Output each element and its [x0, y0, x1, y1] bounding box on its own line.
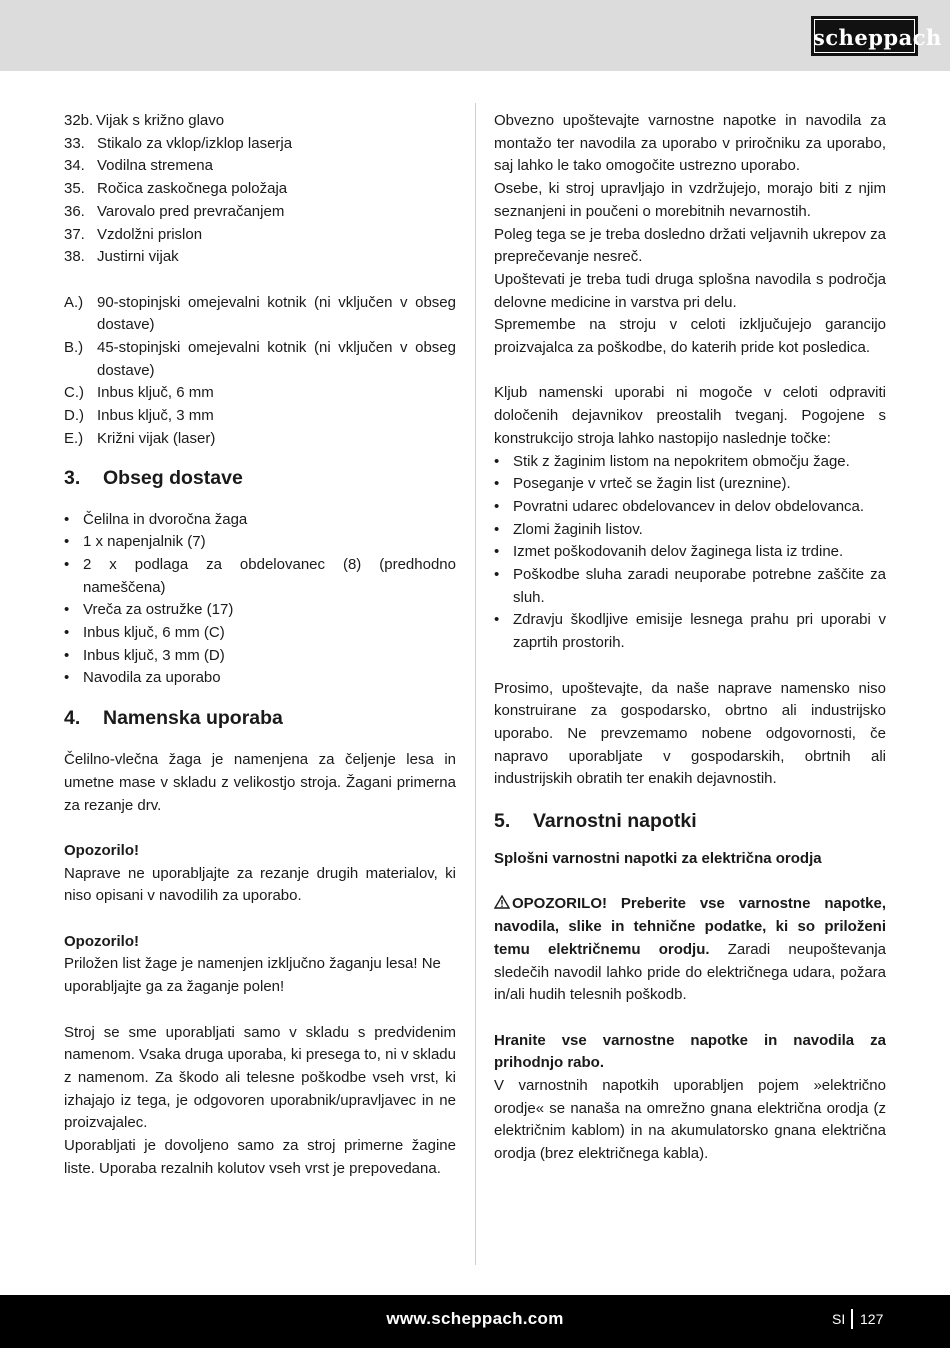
item-text: Križni vijak (laser): [97, 429, 216, 447]
item-text: 2 x podlaga za obdelovanec (8) (predhodno nameščena): [83, 555, 456, 596]
bullet-icon: •: [64, 624, 70, 642]
page-number: 127: [860, 1311, 884, 1327]
item-letter: D.): [64, 407, 84, 425]
warning-text: Priložen list žage je namenjen izključno žaganju lesa! Ne uporabljajte ga za žaganje polen!: [64, 955, 441, 996]
item-number: 36.: [64, 202, 85, 220]
list-item: [64, 599, 456, 622]
footer-bar: [0, 1295, 950, 1348]
item-text: Inbus ključ, 3 mm: [97, 407, 214, 425]
bullet-icon: •: [64, 510, 70, 528]
list-item: [64, 531, 456, 554]
item-text: Inbus ključ, 6 mm (C): [83, 624, 225, 642]
bullet-icon: •: [494, 520, 500, 538]
item-letter: B.): [64, 339, 84, 357]
usage-paragraph: Stroj se sme uporabljati samo v skladu s predvidenim namenom. Vsaka druga uporaba, ki presega to, ni v skladu z namenom. Za škodo ali telesne poškodbe vseh vrst, ki izhajajo iz tega, je odgovoren uporabnik/upravljavec in ne proizvajalec.: [64, 1023, 456, 1132]
paragraph: Spremembe na stroju v celoti izključujejo garancijo proizvajalca za poškodbe, do katerih pride kot posledica.: [494, 316, 886, 357]
header-band: [0, 0, 950, 71]
item-text: Inbus ključ, 6 mm: [97, 384, 214, 402]
bullet-icon: •: [64, 601, 70, 619]
list-item: [64, 133, 456, 156]
list-item: [494, 564, 886, 609]
section-heading-5: [494, 808, 886, 834]
delivery-scope-list: [64, 509, 456, 691]
accessory-list: [64, 292, 456, 451]
list-item: [494, 473, 886, 496]
warning-triangle-icon: [494, 895, 510, 909]
bullet-icon: •: [494, 497, 500, 515]
section-number: 3.: [64, 466, 81, 489]
item-text: Vijak s križno glavo: [96, 112, 225, 129]
item-number: 33.: [64, 134, 85, 152]
item-text: Vzdolžni prislon: [97, 225, 203, 243]
list-item: [64, 224, 456, 247]
item-letter: A.): [64, 293, 84, 311]
list-item: [64, 246, 456, 269]
keep-instructions-title: Hranite vse varnostne napotke in navodila za prihodnjo rabo.: [494, 1031, 886, 1072]
item-text: 1 x napenjalnik (7): [83, 533, 206, 551]
section-heading-4: [64, 705, 456, 731]
bullet-icon: •: [494, 475, 500, 493]
item-text: Poseganje v vrteč se žagin list (ureznine).: [513, 475, 791, 493]
item-number: 37.: [64, 225, 85, 243]
bullet-icon: •: [494, 543, 500, 561]
list-item: [64, 509, 456, 532]
section-title: Namenska uporaba: [103, 707, 283, 730]
list-item: [494, 496, 886, 519]
paragraph: Obvezno upoštevajte varnostne napotke in navodila za montažo ter navodila za uporabo v priročniku za uporabo, saj lahko le tako omogočite ustrezno uporabo.: [494, 112, 886, 175]
subsection-title: Splošni varnostni napotki za električna orodja: [494, 850, 822, 868]
parts-list: [64, 110, 456, 269]
warning-text: Naprave ne uporabljajte za rezanje drugih materialov, ki niso opisani v navodilih za uporabo.: [64, 864, 456, 905]
item-text: Stikalo za vklop/izklop laserja: [97, 134, 293, 152]
residual-risk-list: [494, 451, 886, 655]
bullet-icon: •: [64, 669, 70, 687]
bullet-icon: •: [64, 533, 70, 551]
list-item: [64, 201, 456, 224]
item-text: Ročica zaskočnega položaja: [97, 180, 288, 198]
bullet-icon: •: [494, 566, 500, 584]
item-text: Vreča za ostružke (17): [83, 601, 234, 619]
warning-title: Opozorilo!: [64, 841, 139, 859]
item-text: Poškodbe sluha zaradi neuporabe potrebne zaščite za sluh.: [513, 566, 886, 606]
list-item: [64, 155, 456, 178]
item-text: Navodila za uporabo: [83, 669, 221, 687]
warning-title: Opozorilo!: [64, 932, 139, 950]
item-number: 38.: [64, 248, 85, 266]
footer-separator: [851, 1309, 853, 1329]
item-text: 45-stopinjski omejevalni kotnik (ni vključen v obseg dostave): [97, 339, 456, 379]
warning-paragraph: [494, 893, 886, 1007]
paragraph: Upoštevati je treba tudi druga splošna navodila s področja delovne medicine in varstva pri delu.: [494, 270, 886, 311]
list-item: [64, 110, 456, 133]
item-text: Povratni udarec obdelovancev in delov obdelovanca.: [513, 497, 865, 515]
section-title: Varnostni napotki: [533, 810, 697, 833]
paragraph: Poleg tega se je treba dosledno držati veljavnih ukrepov za preprečevanje nesreč.: [494, 225, 886, 266]
list-item: [494, 609, 886, 654]
bullet-icon: •: [494, 452, 500, 470]
list-item: [64, 405, 456, 428]
list-item: [494, 519, 886, 542]
list-item: [64, 667, 456, 690]
bullet-icon: •: [64, 646, 70, 664]
warning-rest-text: Zaradi neupoštevanja sledečih navodil lahko pride do električnega udara, požara in/ali hudih telesnih poškodb.: [494, 940, 886, 1004]
item-text: 90-stopinjski omejevalni kotnik (ni vključen v obseg dostave): [97, 293, 456, 334]
bullet-icon: •: [64, 555, 70, 573]
paragraph: Kljub namenski uporabi ni mogoče v celoti odpraviti določenih dejavnikov preostalih tveganj. Pogojene s konstrukcijo stroja lahko nastopijo naslednje točke:: [494, 384, 886, 447]
list-item: [64, 428, 456, 451]
usage-paragraph: Uporabljati je dovoljeno samo za stroj primerne žagine liste. Uporaba rezalnih kolutov vseh vrst je prepovedana.: [64, 1137, 456, 1177]
section-title: Obseg dostave: [103, 466, 243, 489]
item-text: Čelilna in dvoročna žaga: [83, 510, 248, 528]
section-heading-3: [64, 465, 456, 491]
item-text: Zlomi žaginih listov.: [513, 520, 643, 538]
list-item: [64, 382, 456, 405]
list-item: [64, 645, 456, 668]
item-text: Vodilna stremena: [97, 157, 213, 175]
bullet-icon: •: [494, 611, 500, 629]
intended-use-paragraph: Čelilno-vlečna žaga je namenjena za čeljenje lesa in umetne mase v skladu z velikostjo stroja. Žagani primerna za rezanje drv.: [64, 751, 456, 814]
item-number: 34.: [64, 157, 85, 175]
paragraph: Prosimo, upoštevajte, da naše naprave namensko niso konstruirane za gospodarsko, obrtno ali industrijsko uporabo. Ne prevzemamo nobene odgovornosti, če napravo uporabljate v gospodarskih, obrtnih ali industrijskih obratih ter enakih dejavnostih.: [494, 679, 886, 788]
website-link[interactable]: www.scheppach.com: [386, 1309, 564, 1328]
section-number: 4.: [64, 707, 81, 730]
item-letter: E.): [64, 429, 84, 447]
list-item: [494, 451, 886, 474]
warning-bold-text: OPOZORILO! Preberite vse varnostne napotke, navodila, slike in tehnične podatke, ki so priloženi temu električnemu orodju.: [494, 895, 886, 958]
item-text: Varovalo pred prevračanjem: [97, 202, 285, 220]
item-text: Stik z žaginim listom na nepokritem območju žage.: [513, 452, 850, 470]
paragraph: Osebe, ki stroj upravljajo in vzdržujejo, morajo biti z njim seznanjeni in poučeni o morebitnih nevarnostih.: [494, 180, 886, 220]
item-number: 32b.: [64, 112, 94, 129]
section-number: 5.: [494, 810, 511, 833]
list-item: [64, 337, 456, 382]
item-letter: C.): [64, 384, 84, 402]
item-text: Zdravju škodljive emisije lesnega prahu pri uporabi v zaprtih prostorih.: [513, 611, 886, 652]
scheppach-logo: scheppach: [811, 16, 918, 56]
list-item: [64, 622, 456, 645]
item-text: Justirni vijak: [97, 248, 179, 266]
paragraph: V varnostnih napotkih uporabljen pojem »električno orodje« se nanaša na omrežno gnana električna orodja (z električnim kablom) in na akumulatorsko gnana električna orodja (brez električnega kabla).: [494, 1077, 886, 1163]
language-code: SI: [832, 1311, 846, 1327]
column-divider: [475, 103, 476, 1265]
right-column: [494, 110, 886, 1166]
list-item: [494, 541, 886, 564]
list-item: [64, 554, 456, 599]
item-text: Izmet poškodovanih delov žaginega lista iz trdine.: [513, 543, 844, 561]
list-item: [64, 178, 456, 201]
item-text: Inbus ključ, 3 mm (D): [83, 646, 225, 664]
list-item: [64, 292, 456, 337]
item-number: 35.: [64, 180, 85, 198]
left-column: [64, 110, 456, 1180]
